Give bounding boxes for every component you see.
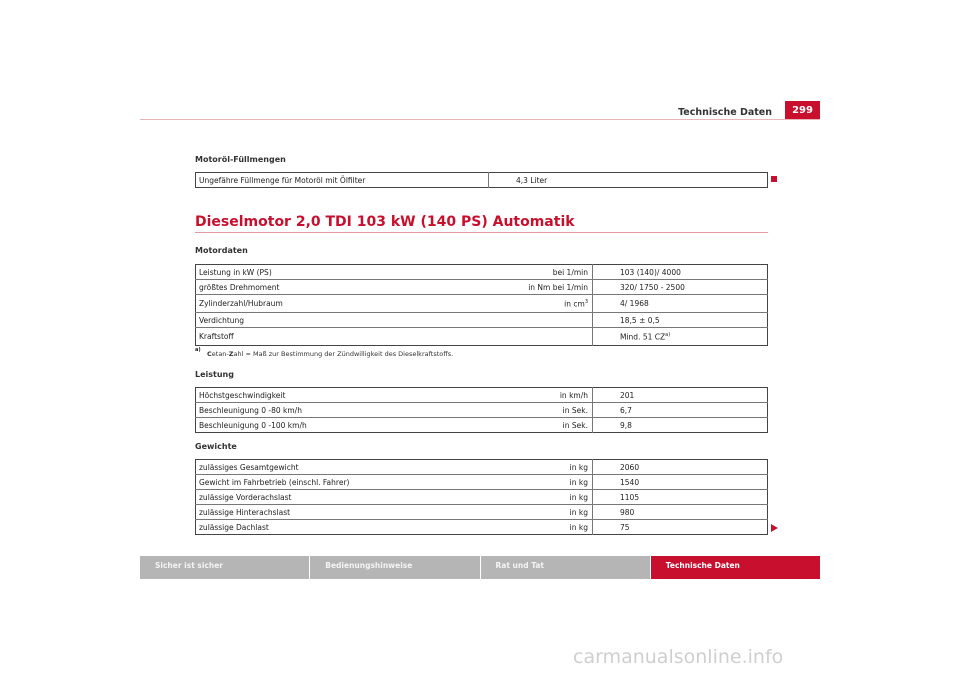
- table-row: [196, 388, 768, 403]
- heading-rule: [195, 232, 768, 233]
- row-name: Gewicht im Fahrbetrieb (einschl. Fahrer): [196, 475, 483, 490]
- table-row: [196, 295, 768, 313]
- tab-technische-daten[interactable]: Technische Daten: [651, 556, 820, 579]
- row-name: Beschleunigung 0 -100 km/h: [196, 418, 483, 433]
- row-value: 201: [620, 390, 635, 400]
- row-unit: bei 1/min: [482, 265, 593, 280]
- row-value: 9,8: [593, 418, 768, 433]
- row-name: Zylinderzahl/Hubraum: [196, 295, 483, 313]
- row-name: Kraftstoff: [196, 328, 483, 346]
- table-row: [196, 460, 768, 475]
- footnote-mark: a): [195, 347, 201, 353]
- table-row: [196, 475, 768, 490]
- row-value: 75: [593, 520, 768, 535]
- section-end-marker: [771, 176, 777, 182]
- row-unit: in km/h: [482, 388, 593, 403]
- continue-arrow-icon: [771, 524, 778, 532]
- performance-section-label: Leistung: [195, 370, 234, 379]
- row-name: Beschleunigung 0 -80 km/h: [196, 403, 483, 418]
- watermark: carmanualsonline.info: [573, 646, 784, 668]
- table-row: [196, 328, 768, 346]
- header-rule: [140, 119, 820, 120]
- oil-section-label: Motoröl-Füllmengen: [195, 155, 286, 164]
- table-row: [196, 313, 768, 328]
- engine-heading: Dieselmotor 2,0 TDI 103 kW (140 PS) Automatik: [195, 214, 575, 230]
- row-value: 6,7: [593, 403, 768, 418]
- table-row: [196, 520, 768, 535]
- row-value: 1540: [593, 475, 768, 490]
- row-unit: in Sek.: [482, 418, 593, 433]
- running-header-title: Technische Daten: [678, 107, 772, 118]
- row-unit: in Sek.: [482, 403, 593, 418]
- row-value: 2060: [620, 462, 640, 472]
- row-name: Verdichtung: [196, 313, 483, 328]
- row-unit: [482, 313, 593, 328]
- weights-section-label: Gewichte: [195, 442, 237, 451]
- tab-bedienungshinweise[interactable]: Bedienungshinweise: [310, 556, 479, 579]
- unit-superscript: 3: [584, 298, 588, 305]
- table-row: [196, 280, 768, 295]
- row-name: zulässiges Gesamtgewicht: [199, 462, 299, 472]
- row-value: 4/ 1968: [593, 295, 768, 313]
- table-row: [196, 505, 768, 520]
- table-row: [196, 403, 768, 418]
- row-unit: in kg: [482, 490, 593, 505]
- row-unit: in kg: [482, 475, 593, 490]
- row-name: größtes Drehmoment: [196, 280, 483, 295]
- table-row: [196, 173, 768, 188]
- row-name: Höchstgeschwindigkeit: [199, 390, 286, 400]
- footnote-text: Cetan-Zahl = Maß zur Bestimmung der Zündwilligkeit des Dieselkraftstoffs.: [207, 350, 454, 358]
- page-number: 299: [785, 101, 820, 119]
- row-unit: in Nm bei 1/min: [482, 280, 593, 295]
- row-value: [593, 328, 768, 346]
- row-unit: in kg: [482, 505, 593, 520]
- value-text: Mind. 51 CZ: [620, 332, 666, 342]
- row-value: 980: [593, 505, 768, 520]
- motor-section-label: Motordaten: [195, 246, 248, 255]
- row-value: 320/ 1750 - 2500: [593, 280, 768, 295]
- row-name: zulässige Dachlast: [196, 520, 483, 535]
- table-row: [196, 265, 768, 280]
- tab-rat-und-tat[interactable]: Rat und Tat: [481, 556, 650, 579]
- row-unit: [482, 328, 593, 346]
- performance-table: [195, 387, 768, 433]
- row-value: 18,5 ± 0,5: [593, 313, 768, 328]
- row-name: Ungefähre Füllmenge für Motoröl mit Ölfilter: [196, 173, 489, 188]
- row-value: 4,3 Liter: [516, 175, 548, 185]
- row-name: Leistung in kW (PS): [199, 267, 272, 277]
- table-row: [196, 418, 768, 433]
- row-unit: in kg: [482, 520, 593, 535]
- row-value: 103 (140)/ 4000: [620, 267, 681, 277]
- motor-table: [195, 264, 768, 346]
- weights-table: [195, 459, 768, 535]
- row-value: 1105: [593, 490, 768, 505]
- oil-table: [195, 172, 768, 188]
- row-unit: [482, 295, 593, 313]
- table-row: [196, 490, 768, 505]
- chapter-tab-bar: [140, 556, 820, 579]
- row-name: zulässige Hinterachslast: [196, 505, 483, 520]
- row-unit: in kg: [482, 460, 593, 475]
- tab-sicher-ist-sicher[interactable]: Sicher ist sicher: [140, 556, 309, 579]
- footnote-ref: a): [665, 331, 671, 338]
- row-name: zulässige Vorderachslast: [196, 490, 483, 505]
- unit-text: in cm: [564, 299, 585, 309]
